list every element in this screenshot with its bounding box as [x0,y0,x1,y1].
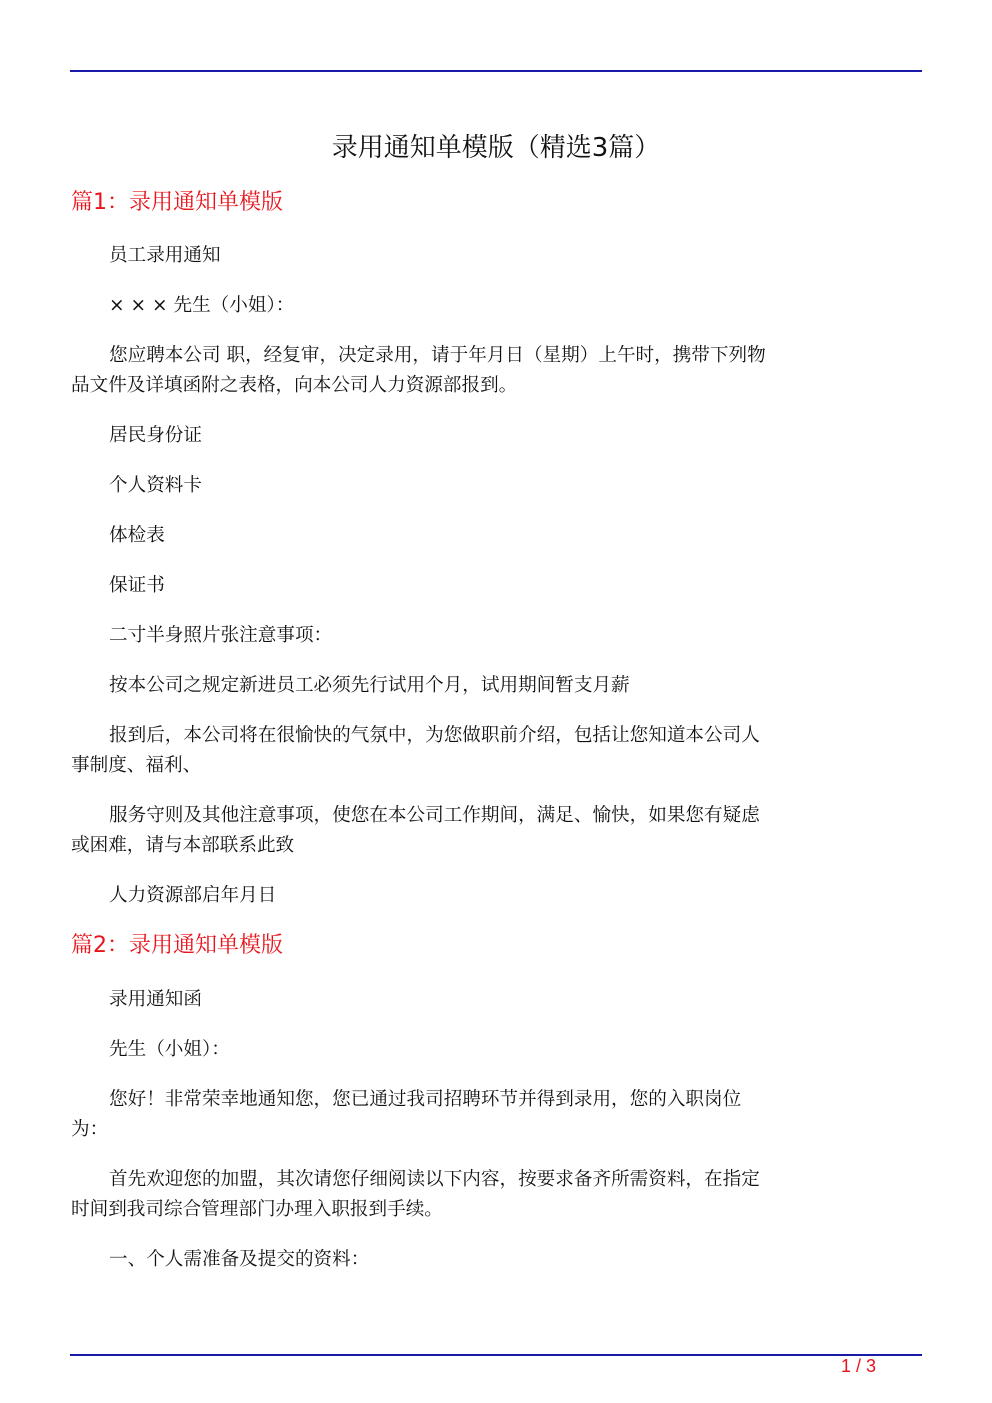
paragraph: 首先欢迎您的加盟，其次请您仔细阅读以下内容，按要求备齐所需资料，在指定时间到我司综合管理部门办理入职报到手续。 [71,1169,760,1220]
paragraph: 二寸半身照片张注意事项： [109,625,333,646]
paragraph: 一、个人需准备及提交的资料： [109,1249,370,1270]
paragraph: 按本公司之规定新进员工必须先行试用个月，试用期间暂支月薪 [109,675,630,696]
paragraph: × × × 先生（小姐）： [109,295,295,316]
paragraph: 先生（小姐）： [109,1039,230,1060]
paragraph: 体检表 [109,525,165,546]
paragraph: 个人资料卡 [109,475,202,496]
paragraph: 您应聘本公司 职，经复审，决定录用，请于年月日（星期）上午时，携带下列物品文件及详填函附之表格，向本公司人力资源部报到。 [71,345,766,396]
header-rule [70,70,922,72]
paragraph: 员工录用通知 [109,245,221,266]
paragraph: 居民身份证 [109,425,202,446]
paragraph: 服务守则及其他注意事项，使您在本公司工作期间，满足、愉快，如果您有疑虑或困难，请与本部联系此致 [71,805,760,856]
paragraph: 您好！非常荣幸地通知您，您已通过我司招聘环节并得到录用，您的入职岗位为： [71,1089,742,1140]
section-heading: 篇2：录用通知单模版 [71,933,283,958]
paragraph: 人力资源部启年月日 [109,885,277,906]
document-title: 录用通知单模版（精选3篇） [331,133,661,163]
footer-rule [70,1354,922,1356]
paragraph: 录用通知函 [109,989,202,1010]
paragraph: 报到后，本公司将在很愉快的气氛中，为您做职前介绍，包括让您知道本公司人事制度、福利、 [71,725,760,776]
paragraph: 保证书 [109,575,165,596]
section-heading: 篇1：录用通知单模版 [71,190,283,215]
page-number: 1 / 3 [840,1356,876,1376]
